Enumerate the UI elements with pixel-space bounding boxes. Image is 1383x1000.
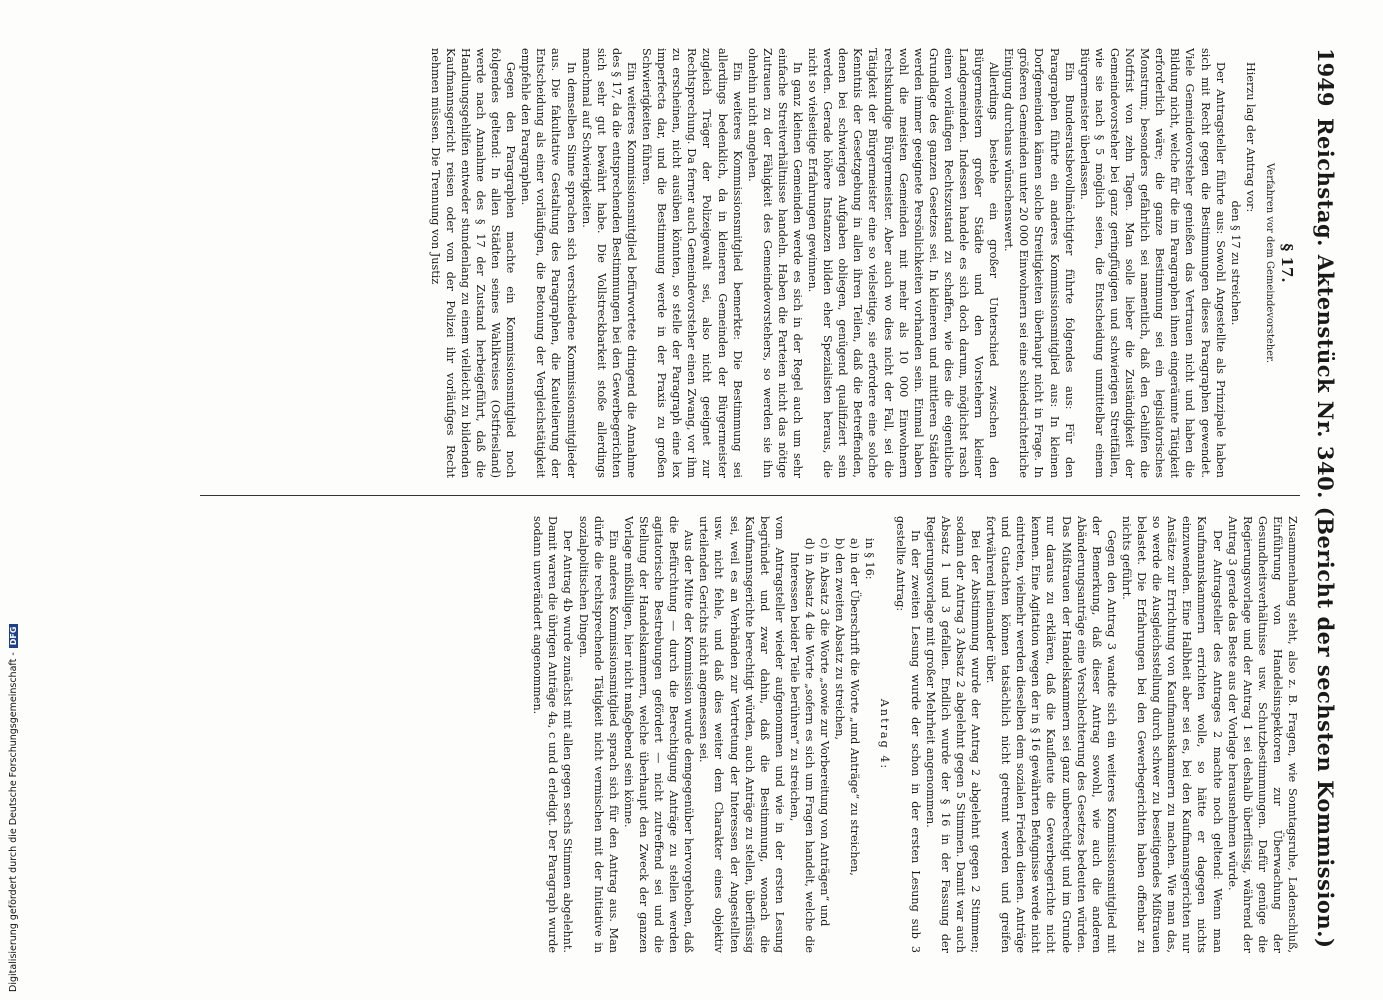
- paragraph: In demselben Sinne sprachen sich verschiedene Kommissionsmitglieder aus. Die fakultative Gestaltung des Paragraphen, die Kautelierung der Entscheidung als einer vorläufigen, die Betonung der Vergleichstätigkeit empfehle den Paragraphen.: [519, 48, 578, 478]
- digitization-footer: [8, 624, 19, 992]
- paragraph: Der Antrag 4b wurde zunächst mit allen gegen sechs Stimmen abgelehnt. Damit waren die übrigen Anträge 4a, c und d erledigt. Der Paragraph wurde sodann unverändert angenommen.: [531, 516, 575, 953]
- paragraph: Der Antragsteller des Antrages 2 machte noch geltend: Wenn man Kaufmannskammern errichten wolle, so hätte er dagegen nichts einzuwenden. Eine Halbheit aber sei es, bei den Kaufmannsgerichten nur Ansätze zur Errichtung von Kaufmannskammern zu machen. Wie man das, so werde die Ausgleichsstellung durch schwer zu beseitigendes Mißtrauen belastet. Die Erfahrungen bei den Gewerbegerichten haben offenbar zu nichts geführt.: [1119, 516, 1224, 953]
- dfg-logo: DFG: [9, 624, 18, 649]
- paragraph: Ein anderes Kommissionsmitglied sprach sich für den Antrag aus. Man dürfe die rechtsprechende Tätigkeit nicht vermischen mit der Initiative in sozialpolitischen Dingen.: [576, 516, 620, 953]
- page-title: Reichstag. Aktenstück Nr. 340. (Bericht der sechsten Kommission.): [1313, 118, 1338, 949]
- column-divider: [200, 495, 1300, 496]
- left-column: [100, 48, 1300, 478]
- paragraph: In der zweiten Lesung wurde der schon in der ersten Lesung sub 3 gestellte Antrag:: [893, 516, 922, 953]
- motion-label: Antrag 4:: [878, 698, 892, 771]
- paragraph: Der Antragsteller führte aus: Sowohl Angestellte als Prinzipale haben sich mit Recht gegen die Bestimmungen dieses Paragraphen gewendet. Viele Gemeindevorsteher genießen das Vertrauen nicht und haben die Bildung nicht, welche für die im Paragraphen ihnen eingeräumte Tätigkeit erforderlich wäre; die ganze Bestimmung sei ein legislatorisches Monstrum; besonders gefährlich sei namentlich, daß den Gehilfen die Notfrist von zehn Tagen. Man solle lieber die Zuständigkeit der Gemeindevorsteher bei ganz geringfügigen und schwierigen Streitfällen, wie sie nach § 5 möglich seien, die Entscheidung unmittelbar einem Bürgermeister überlassen.: [1077, 48, 1227, 478]
- paragraph: Allerdings bestehe ein großer Unterschied zwischen den Bürgermeistern großer Städte und den Vorstehern kleiner Landgemeinden. Indessen handele es sich doch darum, möglichst rasch einen vorläufigen Rechtszustand zu schaffen, wie dies die eigentliche Grundlage des ganzen Gesetzes sei. In kleineren und mittleren Städten werden immer geeignete Persönlichkeiten vorhanden sein. Einmal haben wohl die meisten Gemeinden mit mehr als 10 000 Einwohnern rechtskundige Bürgermeister. Aber auch wo dies nicht der Fall, sei die Tätigkeit der Bürgermeister eine so vielseitige, sie erfordere eine solche Kenntnis der Gesetzgebung in allen ihren Teilen, daß die Betreffenden, denen bei schwierigen Aufgaben obliegen, genügend qualifiziert sein werden. Gerade höhere Instanzen bilden eher Spezialisten heraus, die nicht so vielseitige Erfahrungen gewinnen.: [806, 48, 1001, 478]
- paragraph: in § 16:: [863, 538, 877, 580]
- footer-note: Digitalisierung gefördert durch die Deutsche Forschungsgemeinschaft -: [8, 652, 19, 992]
- page-number: 1949: [1313, 48, 1338, 107]
- paragraph: Aus der Mitte der Kommission wurde demgegenüber hervorgehoben, daß die Befürchtung — durch die Berechtigung Anträge zu stellen werden agitatorische Bestrebungen gefördert — nicht zutreffend sei und die Stellung der Handelskammern, welche überhaupt den Zweck der ganzen Vorlage mißbilligen, hier nicht maßgebend sein könne.: [621, 516, 696, 953]
- list-item: a) in der Überschrift die Worte „und Anträge“ zu streichen,: [848, 538, 862, 876]
- paragraph: Gegen den Paragraphen machte ein Kommissionsmitglied noch folgendes geltend: In allen Städten seines Wahlkreises (Ostfriesland) werde nach Annahme des § 17 der Zustand herbeigeführt, daß die Handlungsgehilfen entweder stundenlang zu einem vielleicht zu bildenden Kaufmannsgericht reisen oder von der Polizei ihr vorläufiges Recht nehmen müssen. Die Trennung von Justiz: [428, 48, 518, 478]
- paragraph: Hierzu lag der Antrag vor:: [1243, 62, 1257, 213]
- paragraph: Ein Bundesratsbevollmächtigter führte folgendes aus: Für den Paragraphen führte ein anderes Kommissionsmitglied aus: In kleinen Dorfgemeinden kämen solche Streitigkeiten überhaupt nicht in Frage. In größeren Gemeinden unter 20 000 Einwohnern sei eine schiedsrichterliche Einigung durchaus wünschenswert.: [1002, 48, 1076, 478]
- paragraph: In ganz kleinen Gemeinden werde es sich in der Regel auch um sehr einfache Streitverhältnisse handeln. Haben die Parteien nicht das nötige Zutrauen zu der Fähigkeit des Gemeindevorstehers, so werden sie ihn ohnehin nicht angehen.: [745, 48, 804, 478]
- list-item: d) in Absatz 4 die Worte „sofern es sich um Fragen handelt, welche die Interessen beider Teile berühren“ zu streichen,: [787, 538, 816, 953]
- paragraph: Ein weiteres Kommissionsmitglied befürwortete dringend die Annahme des § 17, da die entsprechenden Bestimmungen bei den Gewerbegerichten sich sehr gut bewährt habe. Die Vollstreckbarkeit stoße allerdings manchmal auf Schwierigkeiten.: [579, 48, 638, 478]
- paragraph: Gegen den Antrag 3 wandte sich ein weiteres Kommissionsmitglied mit der Bemerkung, daß dieser Antrag sowohl, wie auch die anderen Abänderungsanträge eine Verschlechterung des Gesetzes bedeuten würden. Das Mißtrauen der Handelskammern sei ganz unberechtigt und im Grunde nur daraus zu erklären, daß die Kaufleute die Gewerbegerichte nicht kennen. Eine Agitation wegen der in § 16 gewährten Befugnisse werde nicht eintreten, vielmehr werden dieselben dem sozialen Frieden dienen. Anträge und Gutachten können tatsächlich nicht getrennt werden und greifen fortwährend ineinander über.: [984, 516, 1118, 953]
- section-heading: § 17.: [1278, 243, 1296, 283]
- list-item: b) den zweiten Absatz zu streichen,: [833, 538, 847, 741]
- paragraph: Zusammenhang steht, also z. B. Fragen, wie Sonntagsruhe, Ladenschluß, Einführung von Handelsinspektoren zur Überwachung der Gesundheitsverhältnisse usw. Schutzbestimmungen. Dafür genüge die Regierungsvorlage und der Antrag 1 sei deshalb überflüssig, während der Antrag 3 gerade das Beste aus der Vorlage herausnehmen würde.: [1225, 516, 1299, 953]
- paragraph: vom Antragsteller wieder aufgenommen und wie in der ersten Lesung begründet und zwar dahin, daß die Bestimmung, wonach die Kaufmannsgerichte berechtigt würden, auch Anträge zu stellen, überflüssig sei, weil es an Verbänden zur Vertretung der Interessen der Angestellten usw. nicht fehle, und daß dies weiter dem Charakter eines objektiv urteilenden Gerichts nicht angemessen sei.: [697, 516, 786, 953]
- section-subheading: Verfahren vor dem Gemeindevorsteher.: [1263, 162, 1275, 364]
- list-item: c) in Absatz 3 die Worte „sowie zur Vorbereitung von Anträgen“ und: [818, 538, 832, 927]
- paragraph: Bei der Abstimmung wurde der Antrag 2 abgelehnt gegen 2 Stimmen; sodann der Antrag 3 Absatz 2 abgelehnt gegen 5 Stimmen. Damit war auch Absatz 1 und 3 gefallen. Endlich wurde der § 16 in der Fassung der Regierungsvorlage mit großer Mehrheit angenommen.: [923, 516, 983, 953]
- paragraph: Ein weiteres Kommissionsmitglied bemerkte: Die Bestimmung sei allerdings bedenklich, da in kleineren Gemeinden der Bürgermeister zugleich Träger der Polizeigewalt sei, also nicht geeignet zur Rechtsprechung. Da ferner auch Gemeindevorsteher einen Zwang, vor ihm zu erscheinen, nicht ausüben könnten, so stelle der Paragraph eine lex imperfecta dar, und die Bestimmung werde in der Praxis zu großen Schwierigkeiten führen.: [640, 48, 744, 478]
- right-column: [100, 516, 1300, 953]
- page-header: [1306, 48, 1340, 953]
- paragraph: den § 17 zu streichen.: [1228, 200, 1242, 326]
- rotated-page-content: [90, 48, 1340, 953]
